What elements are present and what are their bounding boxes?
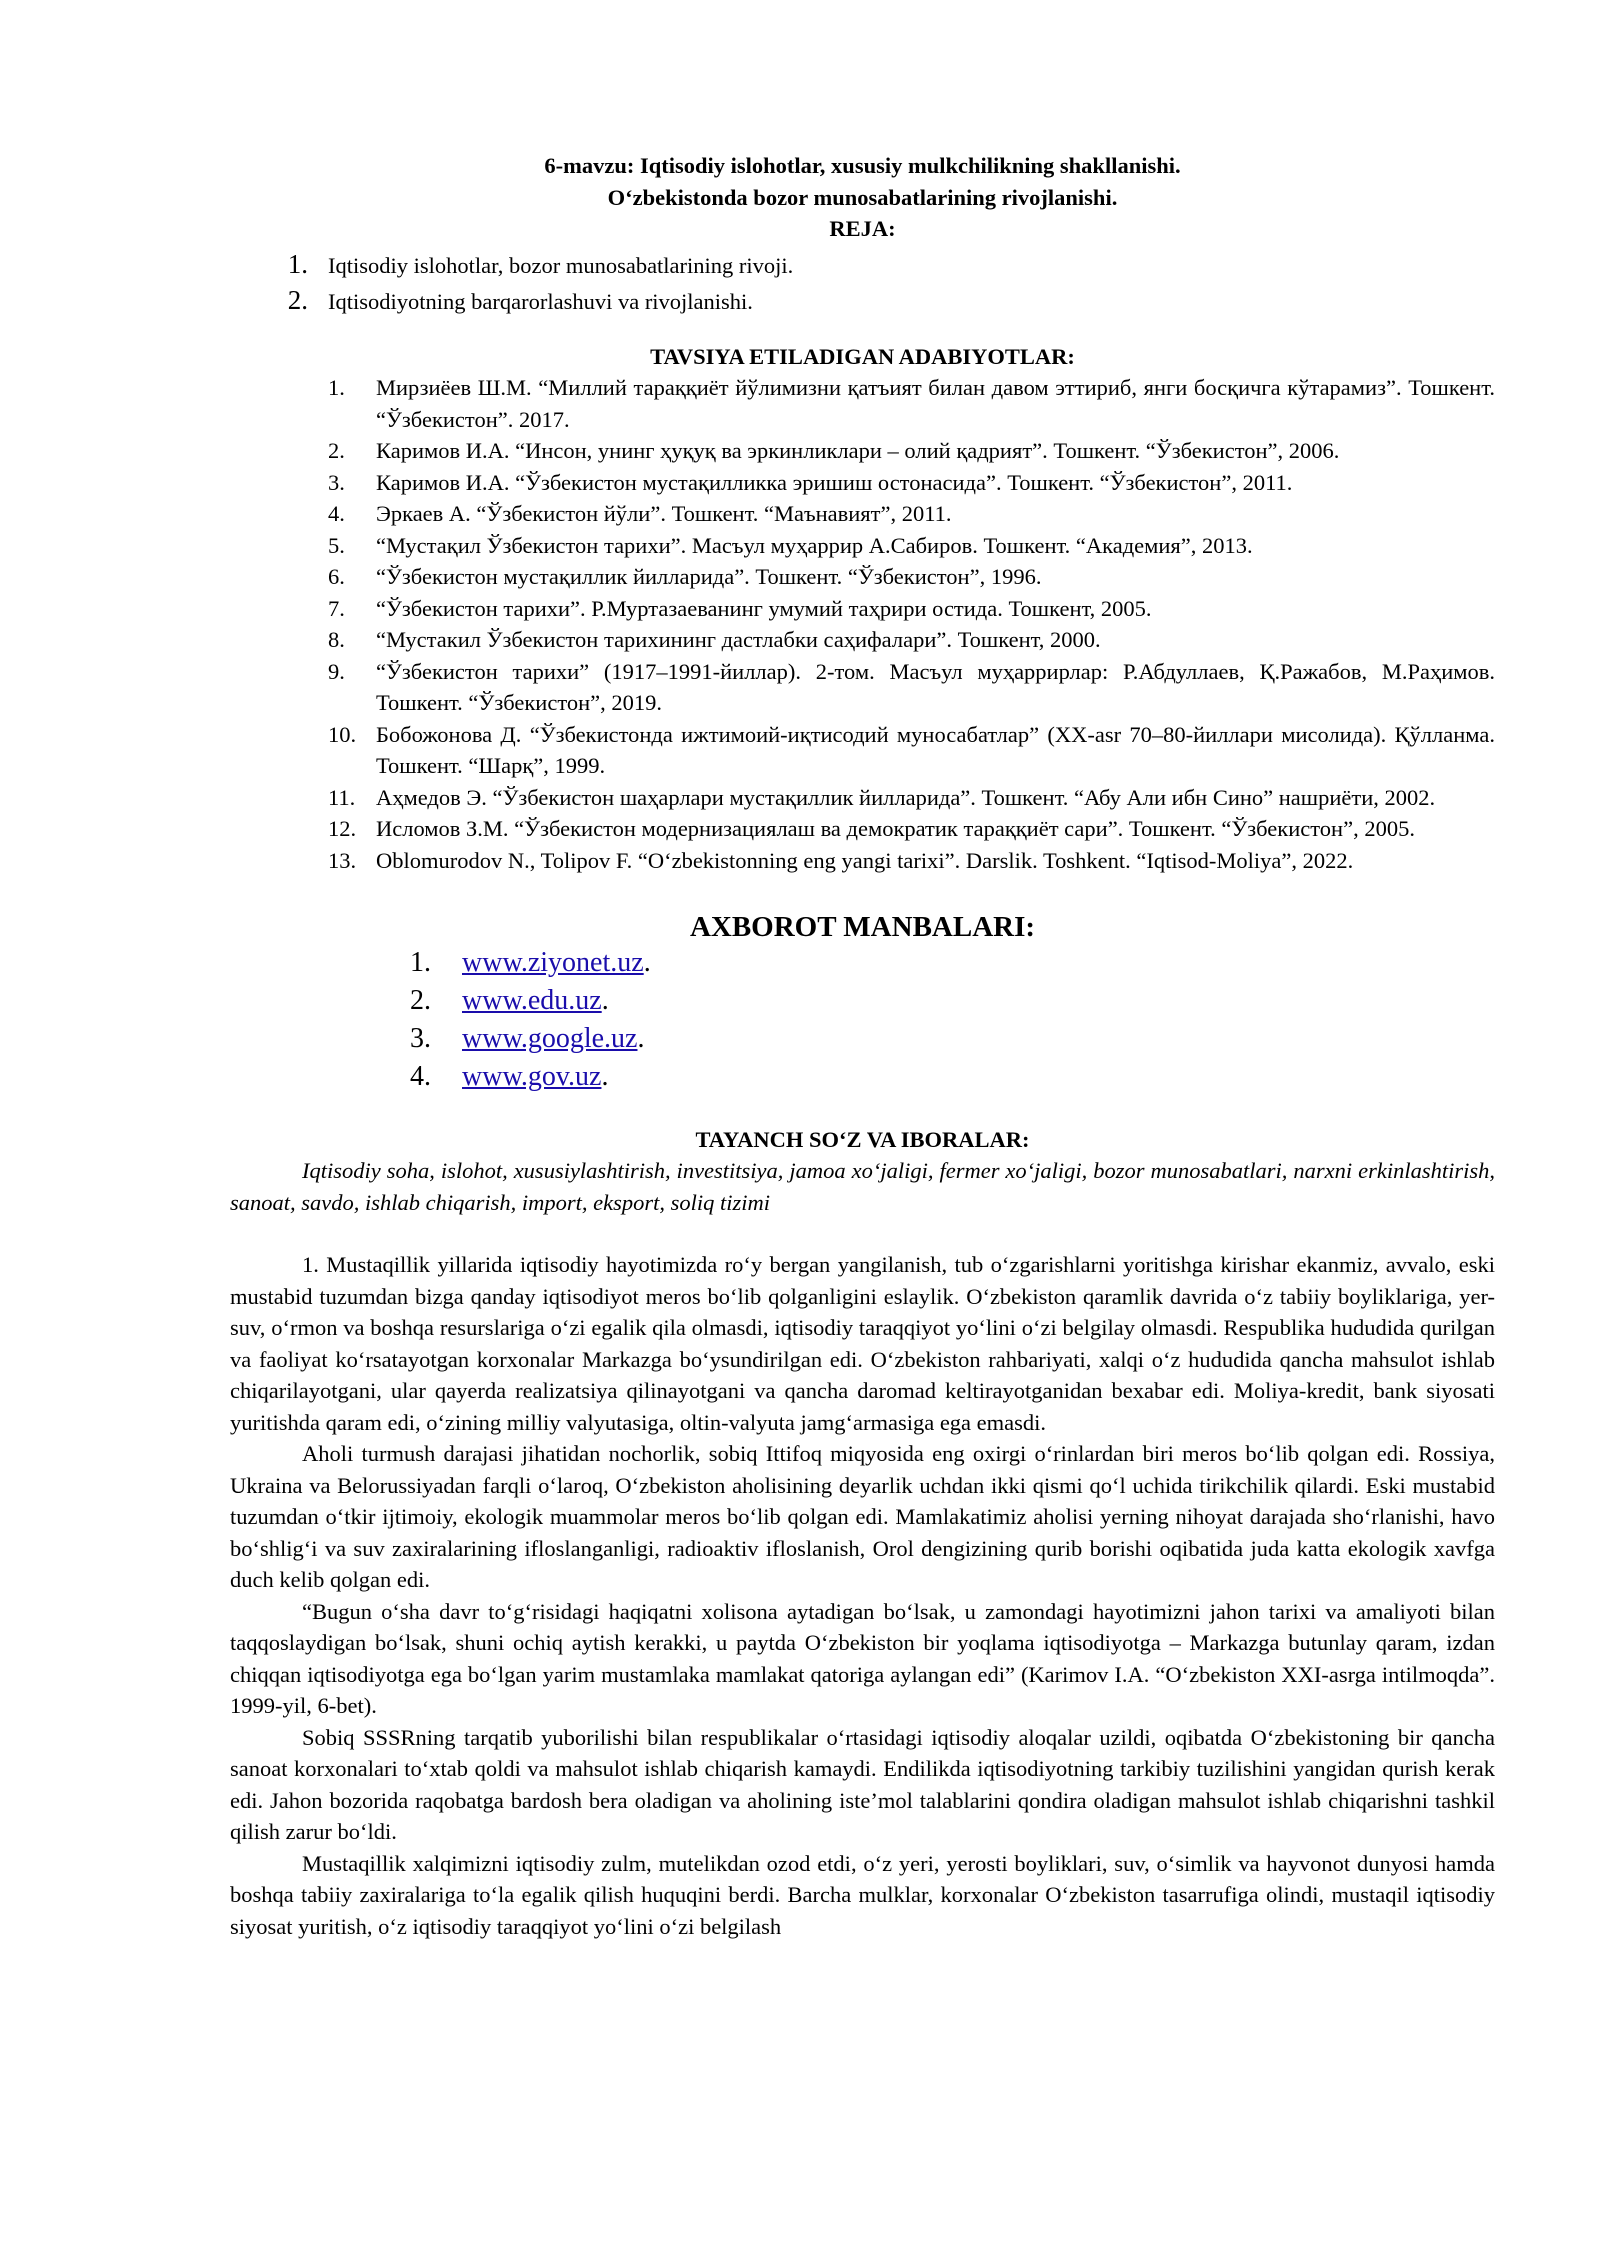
literature-item xyxy=(328,845,1495,877)
literature-item-text: Аҳмедов Э. “Ўзбекистон шаҳарлари мустақиллик йилларида”. Тошкент. “Абу Али ибн Сино” нашриёти, 2002. xyxy=(376,784,1436,810)
source-item-suffix: . xyxy=(601,1060,609,1092)
literature-item-number: 6. xyxy=(328,564,345,589)
source-link[interactable]: www.gov.uz xyxy=(462,1060,602,1092)
source-link[interactable]: www.ziyonet.uz xyxy=(462,946,644,978)
plan-item xyxy=(230,285,1495,321)
literature-item-text: Oblomurodov N., Tolipov F. “O‘zbekistonning eng yangi tarixi”. Darslik. Toshkent. “Iqtisod-Moliya”, 2022. xyxy=(376,847,1354,873)
literature-item-number: 11. xyxy=(328,784,356,810)
source-item xyxy=(410,1058,1495,1096)
literature-item xyxy=(328,498,1495,530)
literature-item xyxy=(328,624,1495,656)
literature-item xyxy=(328,593,1495,625)
keywords-text: Iqtisodiy soha, islohot, xususiylashtirish, investitsiya, jamoa xo‘jaligi, fermer xo‘jaligi, bozor munosabatlari, narxni erkinlashtirish, sanoat, savdo, ishlab chiqarish, import, eksport, soliq tizimi xyxy=(230,1158,1495,1215)
literature-item xyxy=(328,719,1495,782)
source-item-number: 1. xyxy=(410,946,431,978)
plan-item xyxy=(230,249,1495,285)
spacer xyxy=(230,1218,1495,1249)
literature-item-text: Каримов И.А. “Ўзбекистон мустақилликка эришиш остонасида”. Тошкент. “Ўзбекистон”, 2011. xyxy=(376,469,1293,495)
source-item xyxy=(410,982,1495,1020)
literature-item xyxy=(328,467,1495,499)
literature-list xyxy=(230,372,1495,876)
literature-item xyxy=(328,782,1495,814)
literature-item-number: 12. xyxy=(328,816,357,841)
literature-item-number: 7. xyxy=(328,595,345,621)
literature-item xyxy=(328,435,1495,467)
source-item-number: 2. xyxy=(410,984,431,1016)
literature-item-number: 3. xyxy=(328,469,345,495)
plan-heading: REJA: xyxy=(829,216,896,241)
literature-item-number: 4. xyxy=(328,501,345,526)
literature-item-text: “Ўзбекистон мустақиллик йилларида”. Тошкент. “Ўзбекистон”, 1996. xyxy=(376,564,1042,589)
document-page xyxy=(230,150,1495,1942)
body-paragraph: Sobiq SSSRning tarqatib yuborilishi bilan respublikalar o‘rtasidagi iqtisodiy aloqalar uzildi, oqibatda O‘zbekistoning bir qancha sanoat korxonalari to‘xtab qoldi va mahsulot ishlab chiqarish kamaydi. Endilikda iqtisodiyotning tarkibiy tuzilishini yangidan qurish kerak edi. Jahon bozorida raqobatga bardosh bera oladigan va aholining iste’mol talablarini qondira oladigan mahsulot ishlab chiqarishni tashkil qilish zarur bo‘ldi. xyxy=(230,1724,1495,1844)
literature-item-text: “Мустакил Ўзбекистон тарихининг дастлабки саҳифалари”. Тошкент, 2000. xyxy=(376,627,1101,652)
literature-item xyxy=(328,656,1495,719)
source-item-suffix: . xyxy=(637,1022,645,1054)
literature-item-text: Мирзиёев Ш.М. “Миллий тараққиёт йўлимизни қатъият билан давом эттириб, янги босқичга кўтарамиз”. Тошкент. “Ўзбекистон”. 2017. xyxy=(376,375,1495,432)
plan-item-text: Iqtisodiy islohotlar, bozor munosabatlarining rivoji. xyxy=(328,252,794,278)
literature-item-number: 1. xyxy=(328,375,345,400)
plan-item-number: 1. xyxy=(287,248,308,279)
topic-title: 6-mavzu: Iqtisodiy islohotlar, xususiy mulkchilikning shakllanishi. xyxy=(544,153,1181,178)
source-link[interactable]: www.edu.uz xyxy=(462,984,602,1016)
source-item-suffix: . xyxy=(601,984,609,1016)
literature-item-text: Бобожонова Д. “Ўзбекистонда ижтимоий-иқтисодий муносабатлар” (XX-asr 70–80-йиллари мисолида). Қўлланма. Тошкент. “Шарқ”, 1999. xyxy=(376,721,1495,778)
sources-heading: AXBOROT MANBALARI: xyxy=(689,911,1036,943)
body-paragraph: “Bugun o‘sha davr to‘g‘risidagi haqiqatni xolisona aytadigan bo‘lsak, u zamondagi hayotimizni jahon tarixi va amaliyoti bilan taqqoslaydigan bo‘lsak, shuni ochiq aytish kerakki, u paytda O‘zbekiston bir yoqlama iqtisodiyotga – Markazga butunlay qaram, izdan chiqqan iqtisodiyotga ega bo‘lgan yarim mustamlaka mamlakat qatoriga aylangan edi” (Karimov I.A. “O‘zbekiston XXI-asrga intilmoqda”. 1999-yil, 6-bet). xyxy=(230,1598,1495,1718)
keywords-heading: TAYANCH SO‘Z VA IBORALAR: xyxy=(695,1126,1030,1152)
literature-item-text: “Мустақил Ўзбекистон тарихи”. Масъул муҳаррир А.Сабиров. Тошкент. “Академия”, 2013. xyxy=(376,532,1253,558)
literature-item xyxy=(328,813,1495,845)
literature-item-text: “Ўзбекистон тарихи”. Р.Муртазаеванинг умумий таҳрири остида. Тошкент, 2005. xyxy=(376,595,1152,621)
source-item-number: 3. xyxy=(410,1022,431,1054)
body-paragraph: Mustaqillik xalqimizni iqtisodiy zulm, mutelikdan ozod etdi, o‘z yeri, yerosti boyliklari, suv, o‘simlik va hayvonot dunyosi hamda boshqa tabiiy zaxiralariga to‘la egalik qilish huquqini berdi. Barcha mulklar, korxonalar O‘zbekiston tasarrufiga olindi, mustaqil iqtisodiy siyosat yuritish, o‘z iqtisodiy taraqqiyot yo‘lini o‘zi belgilash xyxy=(230,1850,1495,1939)
topic-subtitle: O‘zbekistonda bozor munosabatlarining rivojlanishi. xyxy=(607,184,1118,210)
literature-item-text: “Ўзбекистон тарихи” (1917–1991-йиллар). 2-том. Масъул муҳаррирлар: Р.Абдуллаев, Қ.Ражабов, М.Раҳимов. Тошкент. “Ўзбекистон”, 2019. xyxy=(376,658,1495,715)
source-item-number: 4. xyxy=(410,1060,431,1092)
literature-item-number: 2. xyxy=(328,438,345,463)
body-paragraph: 1. Mustaqillik yillarida iqtisodiy hayotimizda ro‘y bergan yangilanish, tub o‘zgarishlarni yoritishga kirishar ekanmiz, avvalo, eski mustabid tuzumdan bizga qanday iqtisodiyot meros bo‘lib qolganligini eslaylik. O‘zbekiston qaramlik davrida o‘z tabiiy boyliklariga, yer-suv, o‘rmon va boshqa resurslariga o‘zi egalik qila olmasdi, iqtisodiy taraqqiyot yo‘lini o‘zi belgilay olmasdi. Respublika hududida qurilgan va faoliyat ko‘rsatayotgan korxonalar Markazga bo‘ysundirilgan edi. O‘zbekiston rahbariyati, xalqi o‘z hududida qancha mahsulot ishlab chiqarilayotgani, ular qayerda realizatsiya qilinayotgani va qancha daromad keltirayotganidan bexabar edi. Moliya-kredit, bank siyosati yuritishda qaram edi, o‘zining milliy valyutasiga, oltin-valyuta jamg‘armasiga ega emasdi. xyxy=(230,1252,1495,1435)
literature-item xyxy=(328,372,1495,435)
plan-item-number: 2. xyxy=(287,284,308,315)
plan-item-text: Iqtisodiyotning barqarorlashuvi va rivojlanishi. xyxy=(328,288,753,314)
body-paragraph: Aholi turmush darajasi jihatidan nochorlik, sobiq Ittifoq miqyosida eng oxirgi o‘rinlardan biri meros bo‘lib qolgan edi. Rossiya, Ukraina va Belorussiyadan farqli o‘laroq, O‘zbekiston aholisining deyarlik uchdan ikki qismi qo‘l uchida tirikchilik qilardi. Eski mustabid tuzumdan o‘tkir ijtimoiy, ekologik muammolar meros bo‘lib qolgan edi. Mamlakatimiz aholisi yerning nihoyat darajada sho‘rlanishi, havo bo‘shlig‘i va suv zaxiralarining ifloslanganligi, radioaktiv ifloslanish, Orol dengizining qurib borishi oqibatida juda katta ekologik xavfga duch kelib qolgan edi. xyxy=(230,1441,1495,1592)
source-link[interactable]: www.google.uz xyxy=(462,1022,638,1054)
literature-item-number: 9. xyxy=(328,658,345,684)
literature-item-text: Исломов З.М. “Ўзбекистон модернизациялаш ва демократик тараққиёт сари”. Тошкент. “Ўзбекистон”, 2005. xyxy=(376,816,1415,841)
source-item xyxy=(410,1020,1495,1058)
source-item xyxy=(410,944,1495,982)
plan-list xyxy=(230,249,1495,321)
literature-item xyxy=(328,530,1495,562)
literature-heading: TAVSIYA ETILADIGAN ADABIYOTLAR: xyxy=(650,343,1075,369)
literature-item-number: 5. xyxy=(328,532,345,558)
source-item-suffix: . xyxy=(643,946,651,978)
literature-item xyxy=(328,561,1495,593)
literature-item-number: 10. xyxy=(328,721,357,747)
literature-item-text: Каримов И.А. “Инсон, унинг ҳуқуқ ва эркинликлари – олий қадрият”. Тошкент. “Ўзбекистон”, 2006. xyxy=(376,438,1340,463)
literature-item-number: 8. xyxy=(328,627,345,652)
sources-list xyxy=(230,944,1495,1096)
literature-item-number: 13. xyxy=(328,847,357,873)
literature-item-text: Эркаев А. “Ўзбекистон йўли”. Тошкент. “Маънавият”, 2011. xyxy=(376,501,952,526)
